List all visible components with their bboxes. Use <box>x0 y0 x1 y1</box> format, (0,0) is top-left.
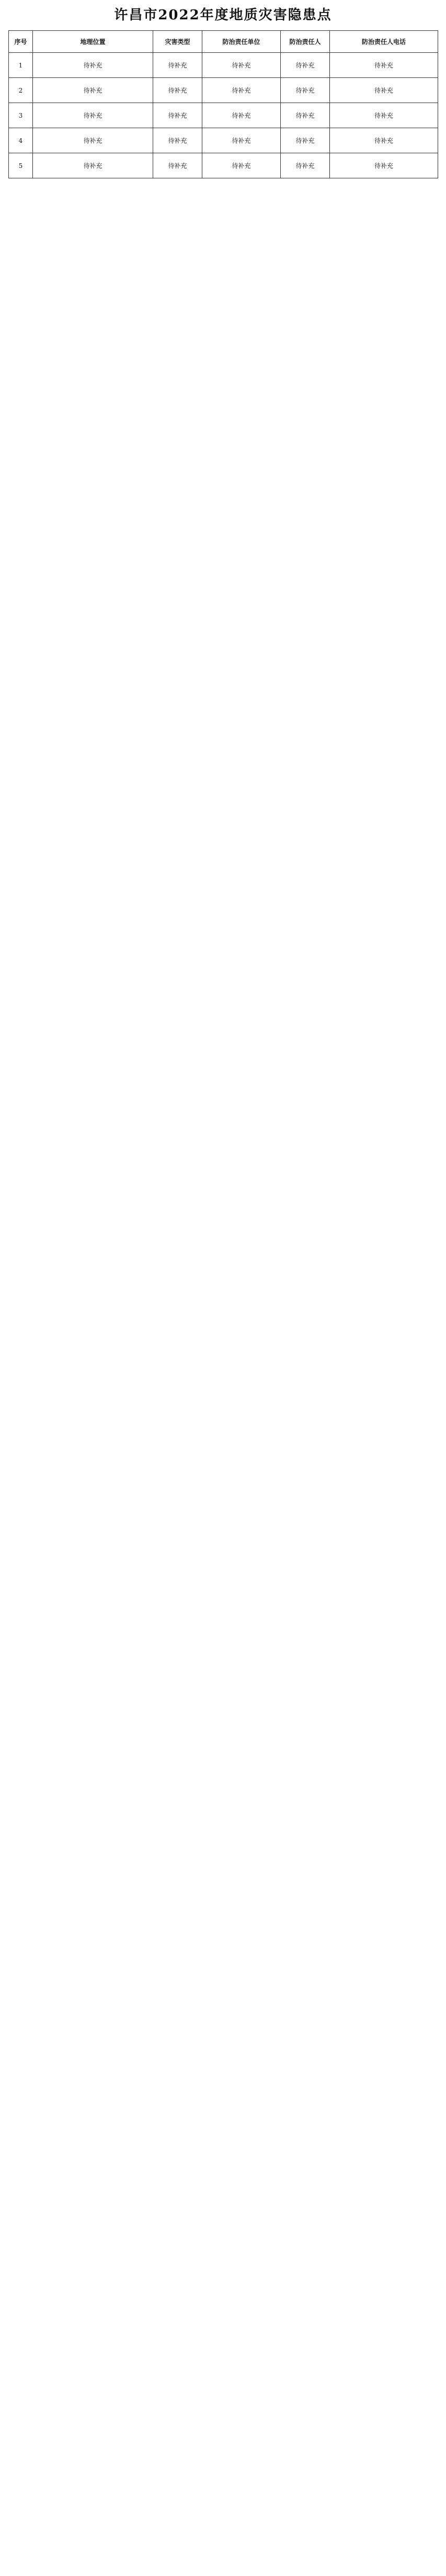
cell-phone: 待补充 <box>330 103 438 128</box>
cell-hazard-type: 待补充 <box>153 103 202 128</box>
table-row <box>9 153 438 178</box>
cell-phone: 待补充 <box>330 153 438 178</box>
cell-phone: 待补充 <box>330 128 438 153</box>
header-location: 地理位置 <box>33 31 153 53</box>
cell-responsible-unit: 待补充 <box>202 128 281 153</box>
table-row <box>9 128 438 153</box>
cell-responsible-unit: 待补充 <box>202 153 281 178</box>
cell-location: 待补充 <box>33 53 153 78</box>
cell-location: 待补充 <box>33 153 153 178</box>
header-phone: 防治责任人电话 <box>330 31 438 53</box>
cell-index: 1 <box>9 53 33 78</box>
cell-phone: 待补充 <box>330 78 438 103</box>
hazard-table <box>8 30 438 178</box>
cell-responsible-person: 待补充 <box>281 78 330 103</box>
cell-responsible-unit: 待补充 <box>202 103 281 128</box>
header-index: 序号 <box>9 31 33 53</box>
cell-responsible-unit: 待补充 <box>202 53 281 78</box>
table-row <box>9 78 438 103</box>
table-row <box>9 103 438 128</box>
cell-phone: 待补充 <box>330 53 438 78</box>
header-responsible-unit: 防治责任单位 <box>202 31 281 53</box>
table-body <box>9 53 438 178</box>
cell-index: 3 <box>9 103 33 128</box>
cell-location: 待补充 <box>33 78 153 103</box>
cell-hazard-type: 待补充 <box>153 78 202 103</box>
header-responsible-person: 防治责任人 <box>281 31 330 53</box>
cell-index: 4 <box>9 128 33 153</box>
cell-hazard-type: 待补充 <box>153 53 202 78</box>
cell-index: 2 <box>9 78 33 103</box>
table-row <box>9 53 438 78</box>
cell-responsible-unit: 待补充 <box>202 78 281 103</box>
table-header-row <box>9 31 438 53</box>
cell-responsible-person: 待补充 <box>281 153 330 178</box>
cell-hazard-type: 待补充 <box>153 153 202 178</box>
cell-responsible-person: 待补充 <box>281 53 330 78</box>
cell-index: 5 <box>9 153 33 178</box>
page-title: 许昌市2022年度地质灾害隐患点 <box>114 7 332 23</box>
cell-responsible-person: 待补充 <box>281 128 330 153</box>
cell-hazard-type: 待补充 <box>153 128 202 153</box>
cell-location: 待补充 <box>33 128 153 153</box>
cell-responsible-person: 待补充 <box>281 103 330 128</box>
header-hazard-type: 灾害类型 <box>153 31 202 53</box>
cell-location: 待补充 <box>33 103 153 128</box>
